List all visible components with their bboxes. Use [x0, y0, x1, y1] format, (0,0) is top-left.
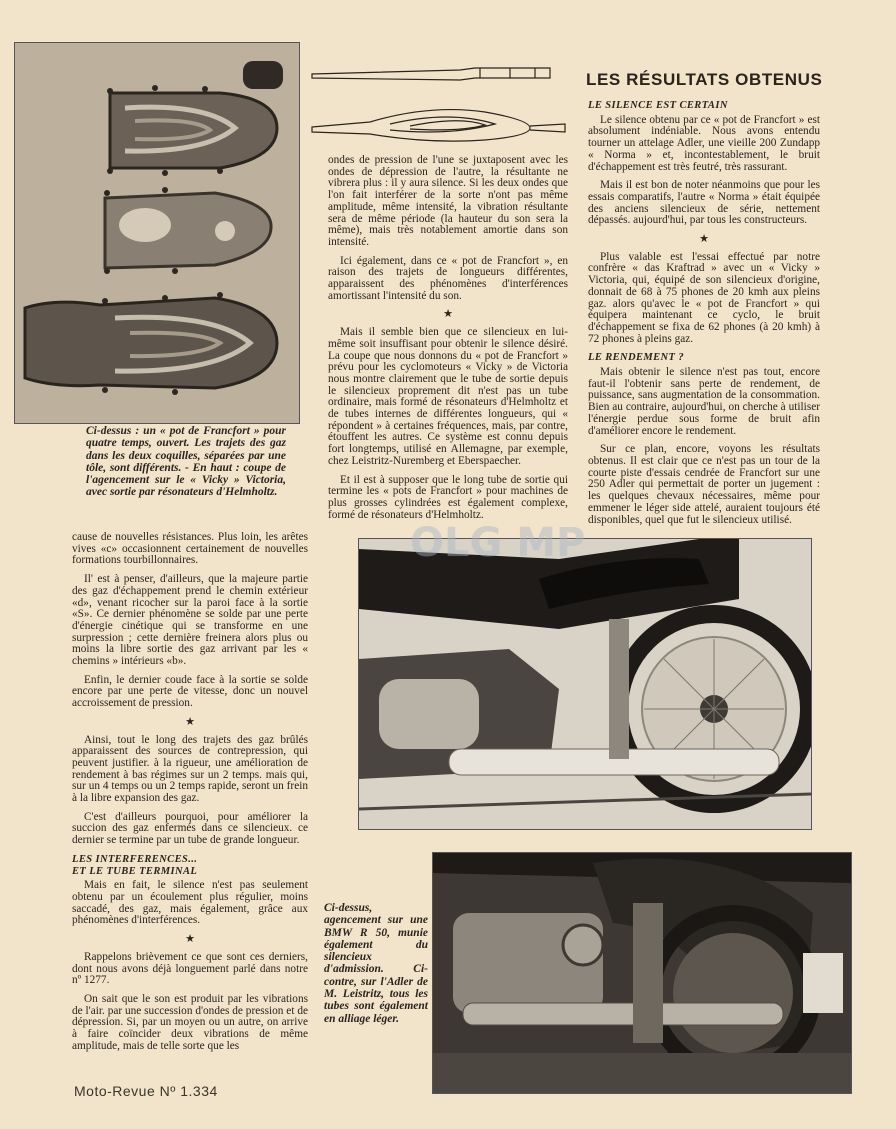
paragraph: ondes de pression de l'une se juxtaposent avec les ondes de dépression de l'autre, la résultante ne vibrera plus : il y aura silence. Si les deux ondes que l'on fait interférer de la sorte n'ont pas même amplitude, même intensité, la vibration résultante sera de même période (la hauteur du son sera la même), mais très notablement amortie dans son intensité. [328, 154, 568, 248]
paragraph: Ici également, dans ce « pot de Francfort », en raison des trajets de longueurs différentes, apparaissent des phénomènes d'interférences amortissant l'intensité du son. [328, 254, 568, 302]
subheading: LE SILENCE EST CERTAIN [588, 100, 728, 111]
watermark: OLG MP [410, 520, 586, 566]
motorcycle-illustration [359, 539, 811, 829]
bmw-photo [358, 538, 812, 830]
bottom-photo-caption: Ci-dessus, agencement sur une BMW R 50, munie également du silencieux d'admission. Ci-contre, sur l'Adler de M. Leistritz, tous les tubes sont également en alliage léger. [324, 902, 428, 1025]
paragraph: On sait que le son est produit par les vibrations de l'air. par une succession d'ondes de pression et de dépression. Si, par un moyen ou un autre, on arrive à faire coïncider deux vibrations de même amplitude, mais de telle sorte que les [72, 992, 308, 1052]
exhaust-diagram [310, 62, 570, 142]
left-column [72, 532, 308, 1059]
subheading: ET LE TUBE TERMINAL [72, 865, 198, 877]
paragraph: Mais obtenir le silence n'est pas tout, encore faut-il l'obtenir sans perte de rendement, de puissance, sans augmentation de la consommation. Bien au contraire, aujourd'hui, on cherche à utiliser l'énergie perdue sous forme de bruit afin d'améliorer encore le rendement. [588, 366, 820, 437]
paragraph: Le silence obtenu par ce « pot de Francfort » est absolument indéniable. Nous avons entendu tourner un attelage Adler, une vieille 200 Zundapp « Norma » et, incontestablement, le bruit d'échappement est très feutré, très rassurant. [588, 113, 820, 173]
paragraph: Mais en fait, le silence n'est pas seulement obtenu par un écoulement plus régulier, moins saccadé, des gaz, mais également, grâce aux phénomènes d'interférences. [72, 879, 308, 927]
paragraph: Il' est à penser, d'ailleurs, que la majeure partie des gaz d'échappement prend le chemin extérieur «d», venant ricocher sur la paroi face à la sortie «S». Ce dernier phénomène se solde par une perte d'énergie cinétique qui se transforme en une surpression ; cette dernière freinera alors plus ou moins la libre sortie des gaz arrivant par les « chemins » intérieurs «b». [72, 573, 308, 668]
paragraph: cause de nouvelles résistances. Plus loin, les arêtes vives «c» occasionnent certainement de nouvelles formations tourbillonnaires. [72, 531, 308, 567]
subheading: LES INTERFERENCES... [72, 853, 198, 865]
silencer-photo [14, 42, 300, 424]
page-footer: Moto-Revue Nº 1.334 [74, 1083, 218, 1099]
middle-column [328, 155, 568, 528]
paragraph: Plus valable est l'essai effectué par notre confrère « das Kraftrad » avec un « Vicky » Victoria, qui, équipé de son silencieux d'origine, donnait de 68 à 75 phones de 20 kmh aux pleins gaz. alors qu'avec le « pot de Francfort » qui équipera maintenant ce cyclo, le bruit d'échappement se fixa de 62 phones (à 20 kmh) à 72 phones à pleins gaz. [588, 250, 820, 345]
adler-photo [432, 852, 852, 1094]
motorcycle-illustration [433, 853, 851, 1093]
star-separator: ★ [699, 233, 709, 246]
paragraph: Mais il semble bien que ce silencieux en lui-même soit insuffisant pour obtenir le silence désiré. La coupe que nous donnons du « pot de Francfort » prévu pour les cyclomoteurs « Vicky » de Victoria nous montre clairement que le tube de sortie depuis le silencieux proprement dit n'est pas un tube ordinaire, mais formé de résonateurs d'Helmholtz et de tubes internes de différentes longueurs, qui « répondent » à certaines fréquences, mais, par contre, étouffent les autres. Ce système est connu depuis fort longtemps, utilisé en Allemagne, par exemple, chez Leistritz-Nuremberg et Eberspaecher. [328, 326, 568, 467]
star-separator: ★ [185, 933, 195, 946]
paragraph: Sur ce plan, encore, voyons les résultats obtenus. Il est clair que ce n'est pas un tour de la courte piste d'essais cendrée de Francfort sur une 250 Adler qui permettait de porter un jugement : les quelques chevaux nécessaires, même pour emmener le léger side attelé, auraient toujours été disponibles, quel que fut le silencieux utilisé. [588, 443, 820, 526]
top-photo-caption: Ci-dessus : un « pot de Francfort » pour quatre temps, ouvert. Les trajets des gaz dans les deux coquilles, séparées par une tôle, sont différents. - En haut : coupe de l'agencement sur le « Vicky » Victoria, avec sortie par résonateurs d'Helmholtz. [86, 425, 286, 499]
star-separator: ★ [443, 308, 453, 321]
paragraph: C'est d'ailleurs pourquoi, pour améliorer la succion des gaz enfermés dans ce silencieux. ce dernier se termine par un tube de grande longueur. [72, 810, 308, 847]
silencer-illustration [15, 43, 299, 423]
paragraph: Enfin, le dernier coude face à la sortie se solde encore par une perte de vitesse, donc un nouvel accroissement de pression. [72, 673, 308, 710]
paragraph: Ainsi, tout le long des trajets des gaz brûlés apparaissent des sources de contrepression, qui peuvent justifier. à la rigueur, une amélioration de rendement à bas régimes sur un 2 temps. mais qui, sur un 4 temps ou un 2 temps rapide, seront un frein à la libre expansion des gaz. [72, 733, 308, 805]
paragraph: Mais il est bon de noter néanmoins que pour les essais comparatifs, l'autre « Norma » était équipée des anciens silencieux de série, nettement dépassés. aujourd'hui, par tous les constructeurs. [588, 179, 820, 227]
page-title: LES RÉSULTATS OBTENUS [586, 70, 823, 89]
right-column [588, 96, 820, 533]
paragraph: Et il est à supposer que le long tube de sortie qui termine les « pots de Francfort » pour machines de plus grosses cylindrées est également complexe, formé de résonateurs d'Helmholtz. [328, 473, 568, 521]
star-separator: ★ [185, 715, 195, 728]
subheading: LE RENDEMENT ? [588, 352, 685, 364]
paragraph: Rappelons brièvement ce que sont ces derniers, dont nous avons déjà longuement parlé dans notre nº 1277. [72, 950, 308, 987]
